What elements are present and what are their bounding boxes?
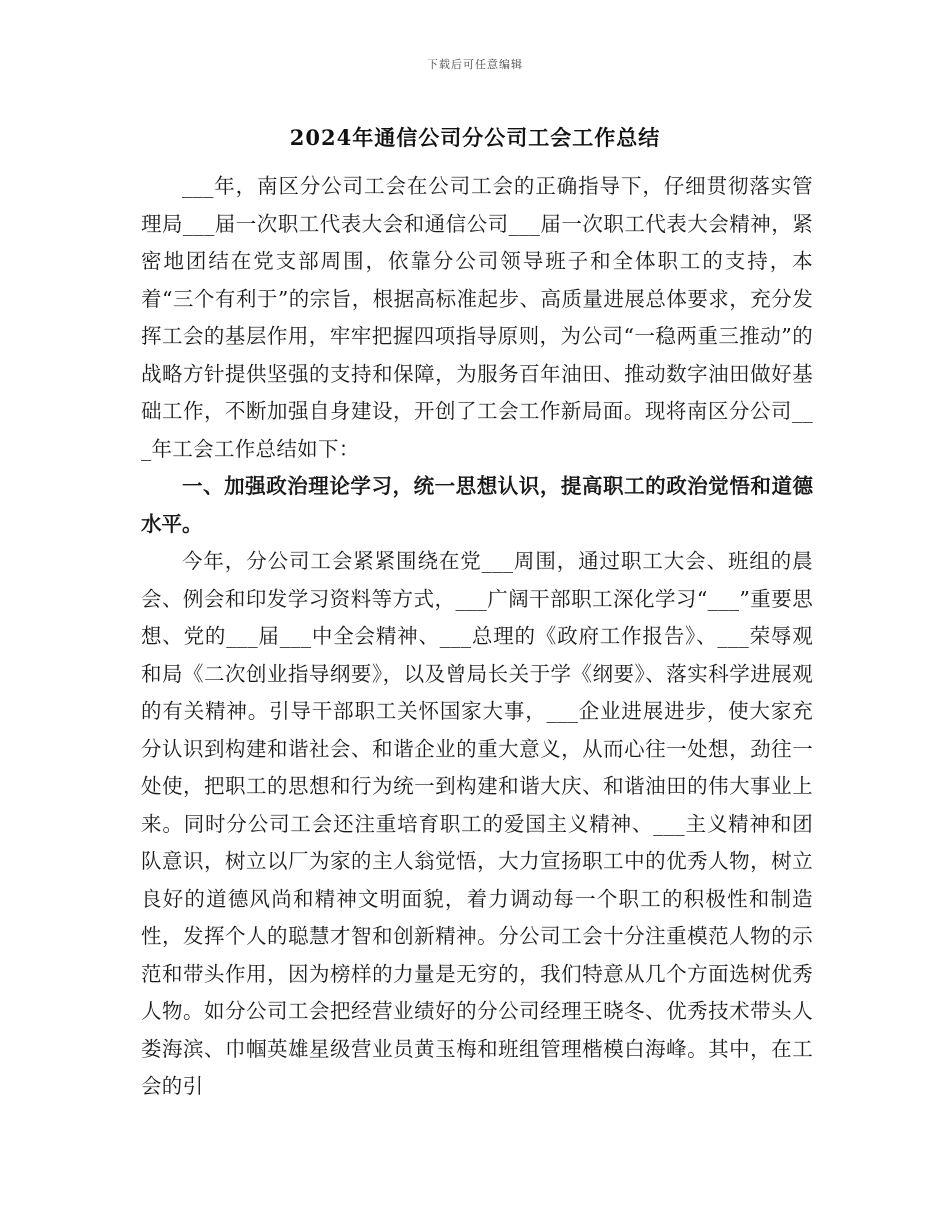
document-body xyxy=(141,168,813,1106)
intro-paragraph: ___年，南区分公司工会在公司工会的正确指导下，仔细贯彻落实管理局___届一次职工代表大会和通信公司___届一次职工代表大会精神，紧密地团结在党支部周围，依靠分公司领导班子和全体职工的支持，本着“三个有利于”的宗旨，根据高标准起步、高质量进展总体要求，充分发挥工会的基层作用，牢牢把握四项指导原则，为公司“一稳两重三推动”的战略方针提供坚强的支持和保障，为服务百年油田、推动数字油田做好基础工作，不断加强自身建设，开创了工会工作新局面。现将南区分公司___年工会工作总结如下： xyxy=(141,174,813,461)
section-heading-1: 一、加强政治理论学习，统一思想认识，提高职工的政治觉悟和道德水平。 xyxy=(141,474,813,536)
section-1-paragraph: 今年，分公司工会紧紧围绕在党___周围，通过职工大会、班组的晨会、例会和印发学习资料等方式，___广阔干部职工深化学习“___”重要思想、党的___届___中全会精神、___总理的《政府工作报告》、___荣辱观和局《二次创业指导纲要》，以及曾局长关于学《纲要》、落实科学进展观的有关精神。引导干部职工关怀国家大事，___企业进展进步，使大家充分认识到构建和谐社会、和谐企业的重大意义，从而心往一处想，劲往一处使，把职工的思想和行为统一到构建和谐大庆、和谐油田的伟大事业上来。同时分公司工会还注重培育职工的爱国主义精神、___主义精神和团队意识，树立以厂为家的主人翁觉悟，大力宣扬职工中的优秀人物，树立良好的道德风尚和精神文明面貌，着力调动每一个职工的积极性和制造性，发挥个人的聪慧才智和创新精神。分公司工会十分注重模范人物的示范和带头作用，因为榜样的力量是无穷的，我们特意从几个方面选树优秀人物。如分公司工会把经营业绩好的分公司经理王晓冬、优秀技术带头人娄海滨、巾帼英雄星级营业员黄玉梅和班组管理楷模白海峰。其中，在工会的引 xyxy=(141,549,813,1098)
document-title: 2024年通信公司分公司工会工作总结 xyxy=(289,125,661,150)
header-note: 下载后可任意编辑 xyxy=(427,58,523,71)
